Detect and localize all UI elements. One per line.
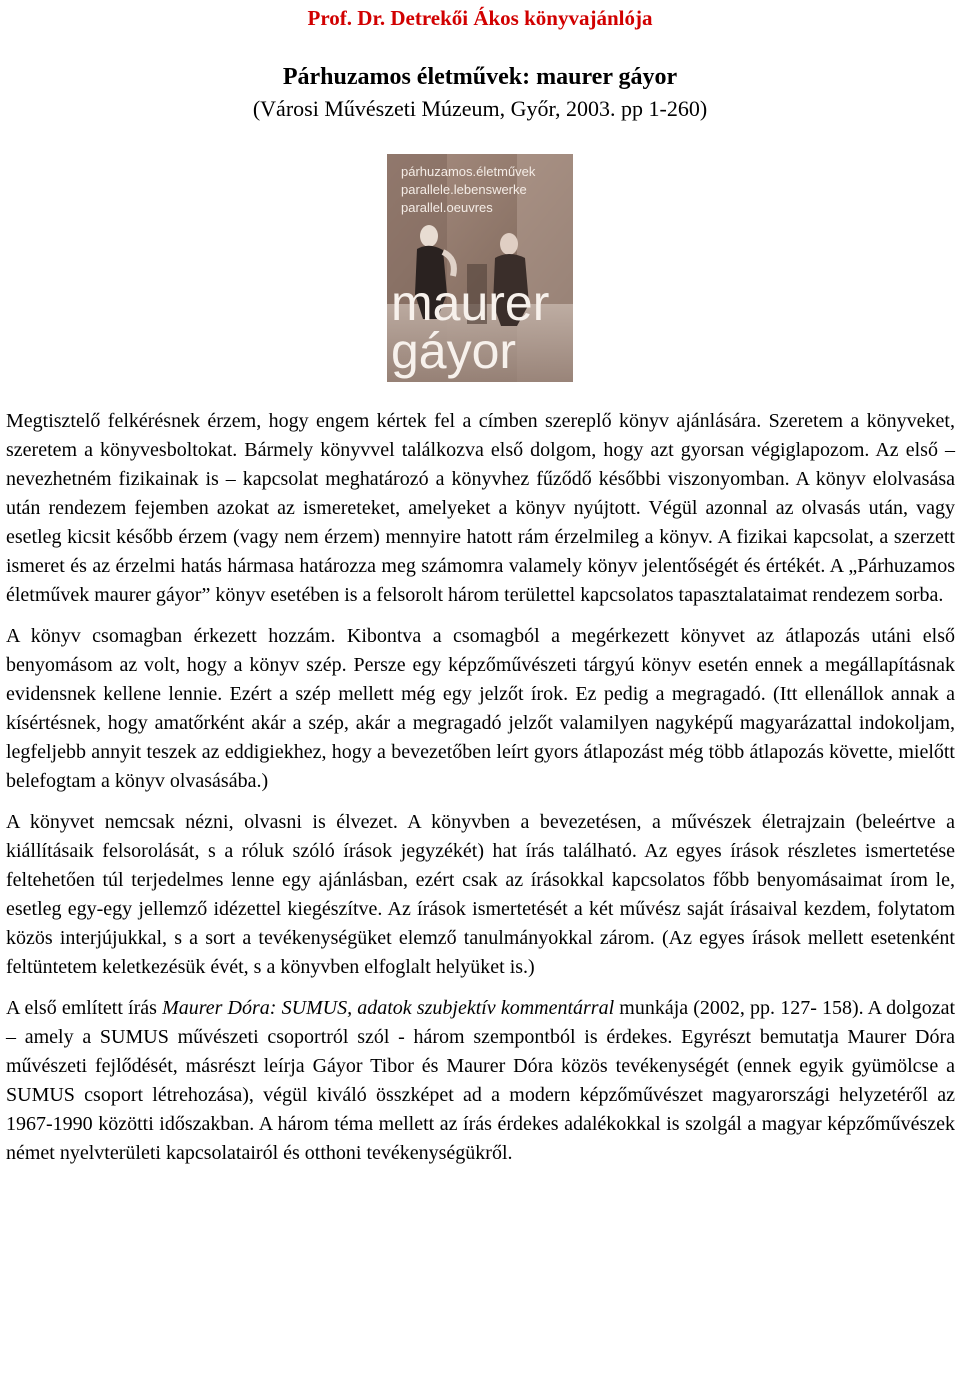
- header-title: Prof. Dr. Detrekői Ákos könyvajánlója: [307, 6, 653, 30]
- paragraph-first-impression: A könyv csomagban érkezett hozzám. Kibontva a csomagból a megérkezett könyvet az átlapozás utáni első benyomásom az volt, hogy a könyv szép. Persze egy képzőművészeti tárgyú könyv esetén ennek a megállapításnak evidensnek kellene lennie. Ezért a szép mellett még egy jelzőt írok. Ez pedig a megragadó. (Itt ellenállok annak a kísértésnek, hogy amatőrként akár a szép, akár a megragadó jelzőt valamilyen nagyképű magyarázattal indokoljam, legfeljebb annyit teszek az eddigiekhez, hogy a bevezetőben leírt gyors átlapozást még több átlapozás követte, mielőtt belefogtam a könyv olvasásába.): [6, 625, 955, 792]
- book-title: Párhuzamos életművek: maurer gáyor: [282, 64, 678, 90]
- book-cover-image: [387, 154, 573, 382]
- book-subtitle: (Városi Művészeti Múzeum, Győr, 2003. pp 1-260): [252, 96, 708, 121]
- cover-title-line2: parallele.lebenswerke: [401, 182, 527, 197]
- cover-title-line1: párhuzamos.életművek: [401, 164, 536, 179]
- paragraph-reading: A könyvet nemcsak nézni, olvasni is élvezet. A könyvben a bevezetésen, a művészek életrajzain (beleértve a kiállításaik felsorolását, s a róluk szóló írások jegyzékét) hat írás található. Az egyes írások részletes ismertetése feltehetően túl terjedelmes lenne egy ajánlásban, ezért csak az írásokkal kapcsolatos főbb benyomásaimat írom le, esetleg egy-egy jellemző idézettel kiegészítve. Az írások ismertetését a két művész saját írásaival kezdem, folytatom közös interjújukkal, s a sort a tevékenységüket elemző tanulmányokkal zárom. (Az egyes írások mellett esetenként feltüntetem keletkezésük évét, s a könyvben elfoglalt helyüket is.): [6, 811, 955, 978]
- cover-name-maurer: maurer: [391, 275, 550, 331]
- paragraph-first-essay-start: A első említett írás: [6, 997, 163, 1019]
- essay-title: Maurer Dóra: SUMUS, adatok szubjektív kommentárral: [162, 997, 615, 1019]
- paragraph-first-essay-end: munkája (2002, pp. 127- 158). A dolgozat – amely a SUMUS művészeti csoportról szól - három szempontból is érdekes. Egyrészt bemutatja Maurer Dóra művészeti fejlődését, másrészt leírja Gáyor Tibor és Maurer Dóra közös tevékenységét (ennek egyik gyümölcse a SUMUS csoport létrehozása), végül kiváló összképet ad a modern képzőművészet magyarországi helyzetéről az 1967-1990 közötti időszakban. A három téma mellett az írás érdekes adalékokkal is szolgál a magyar képzőművészek német nyelvterületi kapcsolatairól és otthoni tevékenységükről.: [6, 997, 956, 1164]
- cover-name-gayor: gáyor: [391, 323, 517, 379]
- paragraph-first-essay: [6, 994, 955, 1168]
- paragraph-intro: Megtisztelő felkérésnek érzem, hogy engem kértek fel a címben szereplő könyv ajánlására. Szeretem a könyveket, szeretem a könyvesboltokat. Bármely könyvvel találkozva első dolgom, hogy azt gyorsan végiglapozom. Az első – nevezhetném fizikainak is – kapcsolat meghatározó a könyvhez fűződő későbbi viszonyomban. A könyv elolvasása után rendezem fejemben azokat az ismereteket, amelyeket a könyv nyújtott. Végül azonnal az olvasás után, vagy esetleg kicsit később érzem (vagy nem érzem) mennyire hatott rám érzelmileg a könyv. A fizikai kapcsolat, a szerzett ismeret és az érzelmi hatás hármasa határozza meg számomra valamely könyv jelentőségét és értékét. A „Párhuzamos életművek maurer gáyor” könyv esetében is a felsorolt három területtel kapcsolatos tapasztalataimat rendezem sorba.: [6, 410, 955, 606]
- cover-title-line3: parallel.oeuvres: [401, 200, 493, 215]
- page-header: [0, 6, 960, 31]
- article-body: [6, 407, 955, 1180]
